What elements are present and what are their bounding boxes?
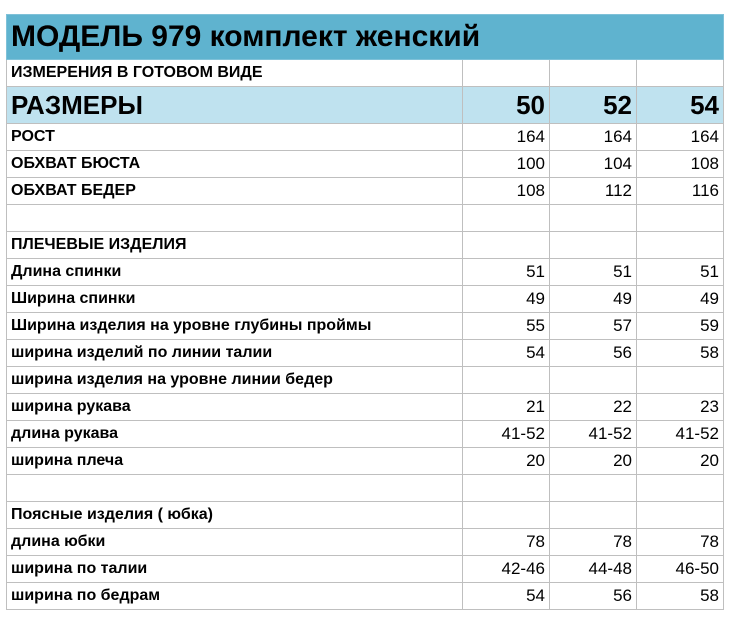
value-cell[interactable]: 51 [463,259,550,286]
value-cell[interactable]: 164 [637,124,724,151]
value-cell[interactable] [637,367,724,394]
value-cell[interactable] [550,232,637,259]
value-cell[interactable]: 108 [463,178,550,205]
value-cell[interactable]: 116 [637,178,724,205]
value-cell[interactable] [637,475,724,502]
value-cell[interactable] [463,367,550,394]
table-row [7,313,724,340]
value-cell[interactable]: 20 [463,448,550,475]
title-row [7,15,724,60]
value-cell[interactable] [637,205,724,232]
row-label-cell[interactable]: ширина рукава [7,394,463,421]
value-cell[interactable]: 46-50 [637,556,724,583]
value-cell[interactable]: 59 [637,313,724,340]
table-row [7,448,724,475]
table-row [7,583,724,610]
row-label-cell[interactable]: ширина плеча [7,448,463,475]
value-cell[interactable]: 21 [463,394,550,421]
table-row [7,205,724,232]
value-cell[interactable]: 78 [463,529,550,556]
row-label-cell[interactable] [7,205,463,232]
value-cell[interactable]: 56 [550,583,637,610]
value-cell[interactable]: 22 [550,394,637,421]
value-cell[interactable]: 41-52 [550,421,637,448]
row-label-cell[interactable]: РОСТ [7,124,463,151]
value-cell[interactable]: 112 [550,178,637,205]
row-label-cell[interactable]: Длина спинки [7,259,463,286]
value-cell[interactable]: 164 [463,124,550,151]
row-label-cell[interactable]: Поясные изделия ( юбка) [7,502,463,529]
empty-cell[interactable] [637,60,724,87]
row-label-cell[interactable] [7,475,463,502]
table-row [7,556,724,583]
value-cell[interactable] [463,502,550,529]
row-label-cell[interactable]: ПЛЕЧЕВЫЕ ИЗДЕЛИЯ [7,232,463,259]
table-row [7,286,724,313]
table-body [7,15,724,610]
table-row [7,394,724,421]
value-cell[interactable]: 104 [550,151,637,178]
value-cell[interactable] [637,232,724,259]
row-label-cell[interactable]: ОБХВАТ БЕДЕР [7,178,463,205]
row-label-cell[interactable]: Ширина спинки [7,286,463,313]
size-header-cell[interactable]: 52 [550,87,637,124]
value-cell[interactable]: 51 [637,259,724,286]
value-cell[interactable] [463,475,550,502]
row-label-cell[interactable]: длина юбки [7,529,463,556]
size-header-cell[interactable]: 50 [463,87,550,124]
value-cell[interactable] [637,502,724,529]
value-cell[interactable]: 42-46 [463,556,550,583]
value-cell[interactable]: 78 [637,529,724,556]
value-cell[interactable] [550,367,637,394]
table-row [7,340,724,367]
table-row [7,529,724,556]
value-cell[interactable]: 164 [550,124,637,151]
table-subtitle[interactable]: ИЗМЕРЕНИЯ В ГОТОВОМ ВИДЕ [7,60,463,87]
table-row [7,259,724,286]
empty-cell[interactable] [550,60,637,87]
value-cell[interactable] [550,502,637,529]
row-label-cell[interactable]: ширина по талии [7,556,463,583]
row-label-cell[interactable]: ОБХВАТ БЮСТА [7,151,463,178]
value-cell[interactable]: 58 [637,583,724,610]
table-row [7,367,724,394]
sizes-label[interactable]: РАЗМЕРЫ [7,87,463,124]
value-cell[interactable]: 54 [463,340,550,367]
row-label-cell[interactable]: ширина по бедрам [7,583,463,610]
subtitle-row [7,60,724,87]
value-cell[interactable]: 44-48 [550,556,637,583]
row-label-cell[interactable]: Ширина изделия на уровне глубины проймы [7,313,463,340]
table-row [7,151,724,178]
table-row [7,124,724,151]
value-cell[interactable] [463,232,550,259]
value-cell[interactable]: 57 [550,313,637,340]
value-cell[interactable]: 49 [550,286,637,313]
table-row [7,502,724,529]
value-cell[interactable]: 51 [550,259,637,286]
row-label-cell[interactable]: ширина изделия на уровне линии бедер [7,367,463,394]
value-cell[interactable] [550,205,637,232]
table-title[interactable]: МОДЕЛЬ 979 комплект женский [7,15,724,60]
value-cell[interactable]: 41-52 [463,421,550,448]
value-cell[interactable]: 55 [463,313,550,340]
value-cell[interactable] [550,475,637,502]
empty-cell[interactable] [463,60,550,87]
row-label-cell[interactable]: ширина изделий по линии талии [7,340,463,367]
value-cell[interactable]: 58 [637,340,724,367]
value-cell[interactable] [463,205,550,232]
row-label-cell[interactable]: длина рукава [7,421,463,448]
value-cell[interactable]: 100 [463,151,550,178]
value-cell[interactable]: 23 [637,394,724,421]
value-cell[interactable]: 49 [637,286,724,313]
value-cell[interactable]: 41-52 [637,421,724,448]
value-cell[interactable]: 49 [463,286,550,313]
value-cell[interactable]: 108 [637,151,724,178]
size-chart-table [6,14,724,610]
table-row [7,421,724,448]
value-cell[interactable]: 20 [637,448,724,475]
table-row [7,178,724,205]
value-cell[interactable]: 56 [550,340,637,367]
sizes-header-row [7,87,724,124]
table-row [7,475,724,502]
table-row [7,232,724,259]
value-cell[interactable]: 54 [463,583,550,610]
value-cell[interactable]: 78 [550,529,637,556]
value-cell[interactable]: 20 [550,448,637,475]
size-header-cell[interactable]: 54 [637,87,724,124]
